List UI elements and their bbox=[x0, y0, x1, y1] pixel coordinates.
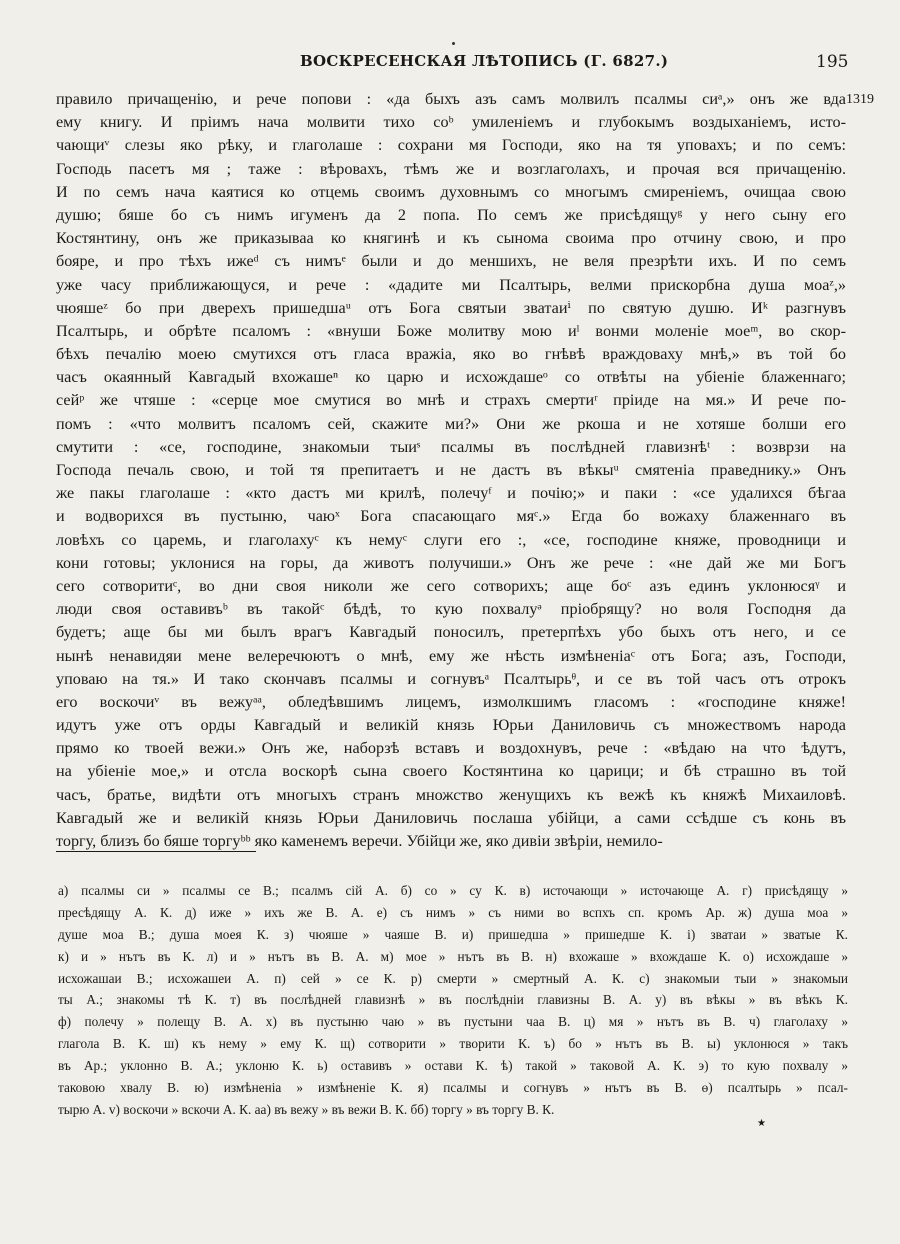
text-line: торгу, близъ бо бяше торгуᵇᵇ яко каменемъ веречи. Убійци же, яко дивіи звѣріи, немило- bbox=[56, 832, 663, 850]
text-line: бѣхъ печалію моею смутихся отъ гласа вражіа, яко во гнѣвѣ враждоваху мнѣ,» въ той бо bbox=[56, 345, 846, 364]
text-line: будетъ; аще бы ми былъ врагъ Кавгадый поносилъ, претерпѣхъ убо быхъ отъ него, и се bbox=[56, 623, 846, 642]
star-mark: ★ bbox=[757, 1118, 766, 1129]
text-line: правило причащенію, и рече попови : «да быхъ азъ самъ молвилъ псалмы сиᵃ,» онъ же вда bbox=[56, 90, 846, 108]
footnote-line: въ Ар.; уклонно В. А.; уклоню К. ь) оставивъ » остави К. ѣ) такой » таковой А. К. э) то кую похвалу » bbox=[58, 1058, 848, 1074]
text-line: чающиᵛ слезы яко рѣку, и глаголаше : сохрани мя Господи, яко на тя уповахъ; и по семъ: bbox=[56, 136, 846, 155]
footnote-line: к) и » нътъ въ К. л) и » нътъ въ В. А. м) мое » нътъ въ В. н) вхожаше » вхождаше К. о) исхождаше » bbox=[58, 948, 848, 964]
footnote-line: ф) полечу » полещу В. А. х) въ пустыню чаю » въ пустыни чаа В. ц) мя » нътъ въ В. ч) глаголаху » bbox=[58, 1014, 848, 1030]
text-line: люди своя оставивъᵇ въ такойᶜ бѣдѣ, то кую похвалуᵊ пріобрящу? но воля Господня да bbox=[56, 600, 846, 619]
text-line: ему книгу. И пріимъ нача молвити тихо соᵇ умиленіемъ и глубокымъ воздыханіемъ, исто- bbox=[56, 113, 846, 132]
text-line: нынѣ ненавидяи мене велеречюютъ о мнѣ, ему же нѣсть измѣненіаᶜ отъ Бога; азъ, Господи, bbox=[56, 646, 846, 665]
page-header bbox=[0, 52, 900, 72]
main-text bbox=[56, 88, 846, 853]
text-line: часъ окаянный Кавгадый вхожашеⁿ ко царю и исхождашеᵒ со отвѣты на убіеніе блаженнаго; bbox=[56, 368, 846, 387]
footnote-line: ты А.; знакомы тѣ К. т) въ послѣдней главизнѣ » въ послѣдніи главизны В. А. у) въ вѣкы » въ вѣкъ К. bbox=[58, 992, 848, 1008]
footnote-line: исхожашаи В.; исхожашеи А. п) сей » се К. р) смерти » смертный А. К. с) знакомыи тыи » знакомыи bbox=[58, 970, 848, 986]
footnote-separator bbox=[56, 851, 256, 852]
footnote-line: пресѣдящу А. К. д) иже » ихъ же В. А. е) съ нимъ » съ ними во вспхъ сп. кромъ Ар. ж) душа моа » bbox=[58, 904, 848, 920]
footnote-line: а) псалмы си » псалмы се В.; псалмъ сій А. б) со » су К. в) источающи » источающе А. г) присѣдящу » bbox=[58, 883, 848, 898]
text-line: же пакы глаголаше : «кто дастъ ми крилѣ, полечуᶠ и почію;» и паки : «се удалихся бѣгаа bbox=[56, 484, 846, 503]
text-line: уже часу приближающуся, и рече : «дадите ми Псалтырь, велми прискорбна душа моаᶻ,» bbox=[56, 275, 846, 294]
margin-year: 1319 bbox=[846, 92, 874, 107]
text-line: на убіеніе мое,» и отсла воскорѣ сына своего Костянтина ко царици; и бѣ страшно въ той bbox=[56, 762, 846, 781]
text-line: бояре, и про тѣхъ ижеᵈ съ нимъᵉ были и до меншихъ, не веля презрѣти ихъ. И по семъ bbox=[56, 252, 846, 271]
ornament-dot bbox=[452, 42, 455, 45]
text-line: ловѣхъ со царемь, и глаголахуᶜ къ немуᶜ слуги его :, «се, господине княже, проводници и bbox=[56, 530, 846, 549]
text-line: Псалтырь, и обрѣте псаломъ : «внуши Боже молитву мою иˡ вонми моленіе моеᵐ, во скор- bbox=[56, 321, 846, 340]
text-line: помъ : «что молвитъ псаломъ сей, скажите ми?» Они же ркоша и не хотяше болши его bbox=[56, 414, 846, 433]
text-line: Кавгадый же и великій князь Юрьи Даниловичь послаша убійци, а сами ссѣдше съ конь въ bbox=[56, 808, 846, 827]
footnote-line: глагола В. К. ш) къ нему » ему К. щ) сотворити » творити К. ъ) бо » нътъ въ В. ы) уклонюся » такъ bbox=[58, 1036, 848, 1052]
running-title: ВОСКРЕСЕНСКАЯ ЛѢТОПИСЬ (Г. 6827.) bbox=[300, 52, 669, 70]
page-number: 195 bbox=[816, 52, 849, 72]
text-line: уповаю на тя.» И тако скончавъ псалмы и согнувъᵃ Псалтырьᶿ, и се въ той часъ отъ отрокъ bbox=[56, 669, 846, 688]
text-line: чюяшеᶻ бо при дверехъ пришедшаᵘ отъ Бога святыи зватаиⁱ по святую душю. Иᵏ разгнувъ bbox=[56, 298, 846, 317]
footnote-line: тырю А. v) воскочи » вскочи А. К. аа) въ вежу » въ вежи В. К. бб) торгу » въ торгу В. К. bbox=[58, 1101, 555, 1117]
text-line: кони готовы; уклонися на горы, да животъ получиши.» Онъ же рече : «не дай же ми Богъ bbox=[56, 553, 846, 572]
text-line: идутъ уже отъ орды Кавгадый и великій князь Юрьи Даниловичь съ множествомъ народа bbox=[56, 716, 846, 735]
footnote-line: душе моа В.; душа моея К. з) чюяше » чаяше В. и) пришедша » пришедше К. і) зватаи » зватые К. bbox=[58, 926, 848, 942]
text-line: его воскочиᵛ въ вежуᵃᵃ, обледѣвшимъ лицемъ, измолкшимъ гласомъ : «господине княже! bbox=[56, 692, 846, 711]
text-line: часъ, братье, видѣти отъ многыхъ странъ множство женущихъ къ вежѣ къ княжѣ Михаиловѣ. bbox=[56, 785, 846, 804]
text-line: смутити : «се, господине, знакомыи тыиˢ псалмы въ послѣдней главизнѣᵗ : возврзи на bbox=[56, 437, 846, 456]
text-line: и водворихся въ пустыню, чаюˣ Бога спасающаго мяᶜ.» Егда бо вожаху блаженнаго въ bbox=[56, 507, 846, 526]
footnote-line: таковою хвалу В. ю) измѣненіа » измѣненіе К. я) псалмы и согнувъ » нътъ въ В. ѳ) псалтырь » псал- bbox=[58, 1080, 848, 1096]
text-line: И по семъ нача каятися ко отцемь своимъ духовнымъ со многымъ смиреніемъ, очищаа свою bbox=[56, 182, 846, 201]
text-line: Костянтину, онъ же приказываа ко княгинѣ и къ сынома своима про отчину свою, и про bbox=[56, 229, 846, 248]
text-line: душю; бяше бо съ нимъ игуменъ да 2 попа. По семъ же присѣдящуᵍ у него сыну его bbox=[56, 205, 846, 224]
footnotes bbox=[58, 880, 848, 1121]
text-line: Господа печаль свою, и той тя препитаетъ и не дастъ въ вѣкыᵘ смятеніа праведнику.» Онъ bbox=[56, 461, 846, 479]
text-line: сего сотворитиᶜ, во дни своя николи же сего сотворихъ; аще боᶜ азъ единъ уклонюсяᵞ и bbox=[56, 576, 846, 595]
text-line: Господь пасетъ мя ; таже : вѣровахъ, тѣмъ же и возглаголахъ, и прочая вся причащенію. bbox=[56, 159, 846, 178]
text-line: прямо ко твоей вежи.» Онъ же, наборзѣ вставъ и воздохнувъ, рече : «вѣдаю на что ѣдутъ, bbox=[56, 739, 846, 758]
text-line: сейᵖ же чтяше : «серце мое смутися во мнѣ и страхъ смертиʳ пріиде на мя.» И рече по- bbox=[56, 391, 846, 410]
